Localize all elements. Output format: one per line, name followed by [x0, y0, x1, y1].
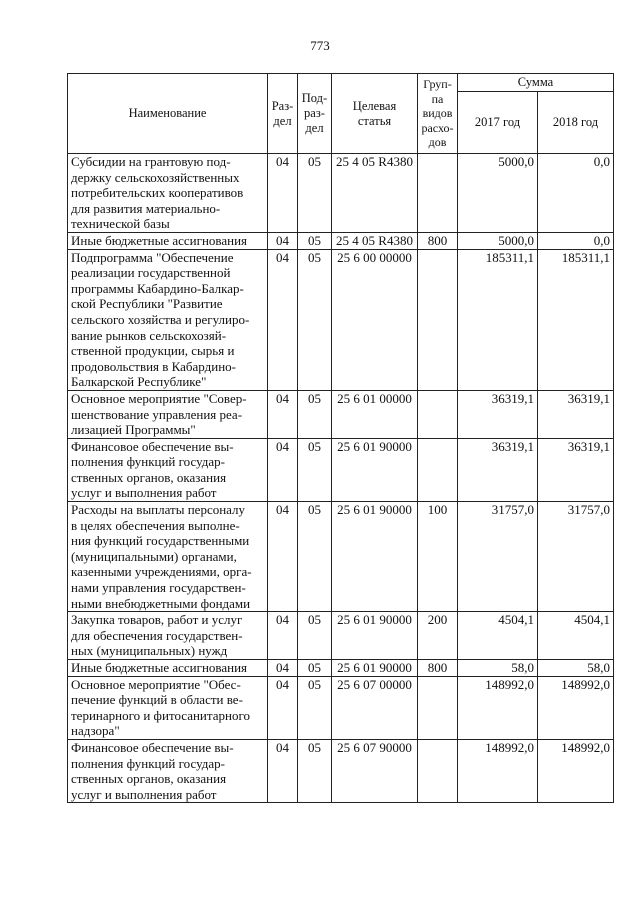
row-amount-2018: 36319,1 [538, 438, 614, 501]
header-subsection: Под- раз- дел [298, 74, 332, 154]
row-name: Основное мероприятие "Обес- печение функций в области ве- теринарного и фитосанитарного надзора" [68, 676, 268, 739]
row-name: Иные бюджетные ассигнования [68, 660, 268, 677]
row-subsection: 05 [298, 232, 332, 249]
row-name: Расходы на выплаты персоналу в целях обеспечения выполне- ния функций государственными (муниципальными) органами, казенными учреждениями, орга- нами управления государствен- ными внебюджетными фондами [68, 502, 268, 612]
row-name: Финансовое обеспечение вы- полнения функций государ- ственных органов, оказания услуг и выполнения работ [68, 739, 268, 802]
table-row [68, 676, 614, 739]
row-amount-2018: 58,0 [538, 660, 614, 677]
row-article: 25 6 07 90000 [332, 739, 418, 802]
header-target-article: Целевая статья [332, 74, 418, 154]
row-subsection: 05 [298, 612, 332, 660]
row-group [418, 676, 458, 739]
row-group [418, 249, 458, 390]
row-amount-2018: 185311,1 [538, 249, 614, 390]
row-article: 25 6 01 90000 [332, 502, 418, 612]
row-amount-2017: 36319,1 [458, 438, 538, 501]
row-name: Подпрограмма "Обеспечение реализации государственной программы Кабардино-Балкар- ской Республики "Развитие сельского хозяйства и регулиро- вание рынков сельскохозяй- ственной продукции, сырья и продовольствия в Кабардино- Балкарской Республике" [68, 249, 268, 390]
row-amount-2018: 36319,1 [538, 390, 614, 438]
table-row [68, 502, 614, 612]
page-number: 773 [310, 38, 330, 53]
row-amount-2017: 58,0 [458, 660, 538, 677]
row-name: Закупка товаров, работ и услуг для обеспечения государствен- ных (муниципальных) нужд [68, 612, 268, 660]
row-amount-2017: 4504,1 [458, 612, 538, 660]
row-amount-2018: 4504,1 [538, 612, 614, 660]
row-subsection: 05 [298, 660, 332, 677]
row-subsection: 05 [298, 154, 332, 233]
row-amount-2018: 148992,0 [538, 676, 614, 739]
header-section: Раз- дел [268, 74, 298, 154]
row-section: 04 [268, 502, 298, 612]
table-row [68, 154, 614, 233]
row-subsection: 05 [298, 249, 332, 390]
header-year-2018: 2018 год [538, 92, 614, 154]
row-amount-2017: 5000,0 [458, 154, 538, 233]
row-group: 100 [418, 502, 458, 612]
row-amount-2017: 148992,0 [458, 739, 538, 802]
row-name: Иные бюджетные ассигнования [68, 232, 268, 249]
table-row [68, 438, 614, 501]
header-sum: Сумма [458, 74, 614, 92]
row-section: 04 [268, 612, 298, 660]
row-name: Финансовое обеспечение вы- полнения функций государ- ственных органов, оказания услуг и выполнения работ [68, 438, 268, 501]
table-row [68, 739, 614, 802]
row-amount-2017: 36319,1 [458, 390, 538, 438]
row-section: 04 [268, 660, 298, 677]
row-article: 25 6 01 90000 [332, 612, 418, 660]
row-group: 800 [418, 232, 458, 249]
row-amount-2018: 0,0 [538, 154, 614, 233]
row-article: 25 4 05 R4380 [332, 232, 418, 249]
row-name: Субсидии на грантовую под- держку сельскохозяйственных потребительских кооперативов для развития материально- технической базы [68, 154, 268, 233]
row-amount-2018: 148992,0 [538, 739, 614, 802]
row-section: 04 [268, 154, 298, 233]
row-subsection: 05 [298, 739, 332, 802]
row-article: 25 6 01 90000 [332, 660, 418, 677]
table-body [68, 154, 614, 803]
row-article: 25 6 00 00000 [332, 249, 418, 390]
row-group [418, 154, 458, 233]
header-expense-type-group: Груп- па видов расхо- дов [418, 74, 458, 154]
row-section: 04 [268, 249, 298, 390]
row-article: 25 6 01 90000 [332, 438, 418, 501]
row-subsection: 05 [298, 502, 332, 612]
row-subsection: 05 [298, 438, 332, 501]
row-article: 25 4 05 R4380 [332, 154, 418, 233]
row-amount-2017: 148992,0 [458, 676, 538, 739]
row-amount-2018: 0,0 [538, 232, 614, 249]
table-row [68, 232, 614, 249]
row-section: 04 [268, 739, 298, 802]
table-row [68, 249, 614, 390]
row-article: 25 6 07 00000 [332, 676, 418, 739]
row-section: 04 [268, 438, 298, 501]
row-section: 04 [268, 676, 298, 739]
row-subsection: 05 [298, 390, 332, 438]
table-row [68, 390, 614, 438]
row-group [418, 739, 458, 802]
row-group [418, 390, 458, 438]
row-article: 25 6 01 00000 [332, 390, 418, 438]
table-row [68, 660, 614, 677]
row-amount-2017: 5000,0 [458, 232, 538, 249]
budget-table [67, 73, 614, 803]
row-subsection: 05 [298, 676, 332, 739]
row-name: Основное мероприятие "Совер- шенствование управления реа- лизацией Программы" [68, 390, 268, 438]
row-section: 04 [268, 232, 298, 249]
table-row [68, 612, 614, 660]
row-amount-2017: 31757,0 [458, 502, 538, 612]
row-group: 800 [418, 660, 458, 677]
header-year-2017: 2017 год [458, 92, 538, 154]
header-name: Наименование [68, 74, 268, 154]
row-amount-2018: 31757,0 [538, 502, 614, 612]
row-group [418, 438, 458, 501]
row-amount-2017: 185311,1 [458, 249, 538, 390]
row-section: 04 [268, 390, 298, 438]
row-group: 200 [418, 612, 458, 660]
